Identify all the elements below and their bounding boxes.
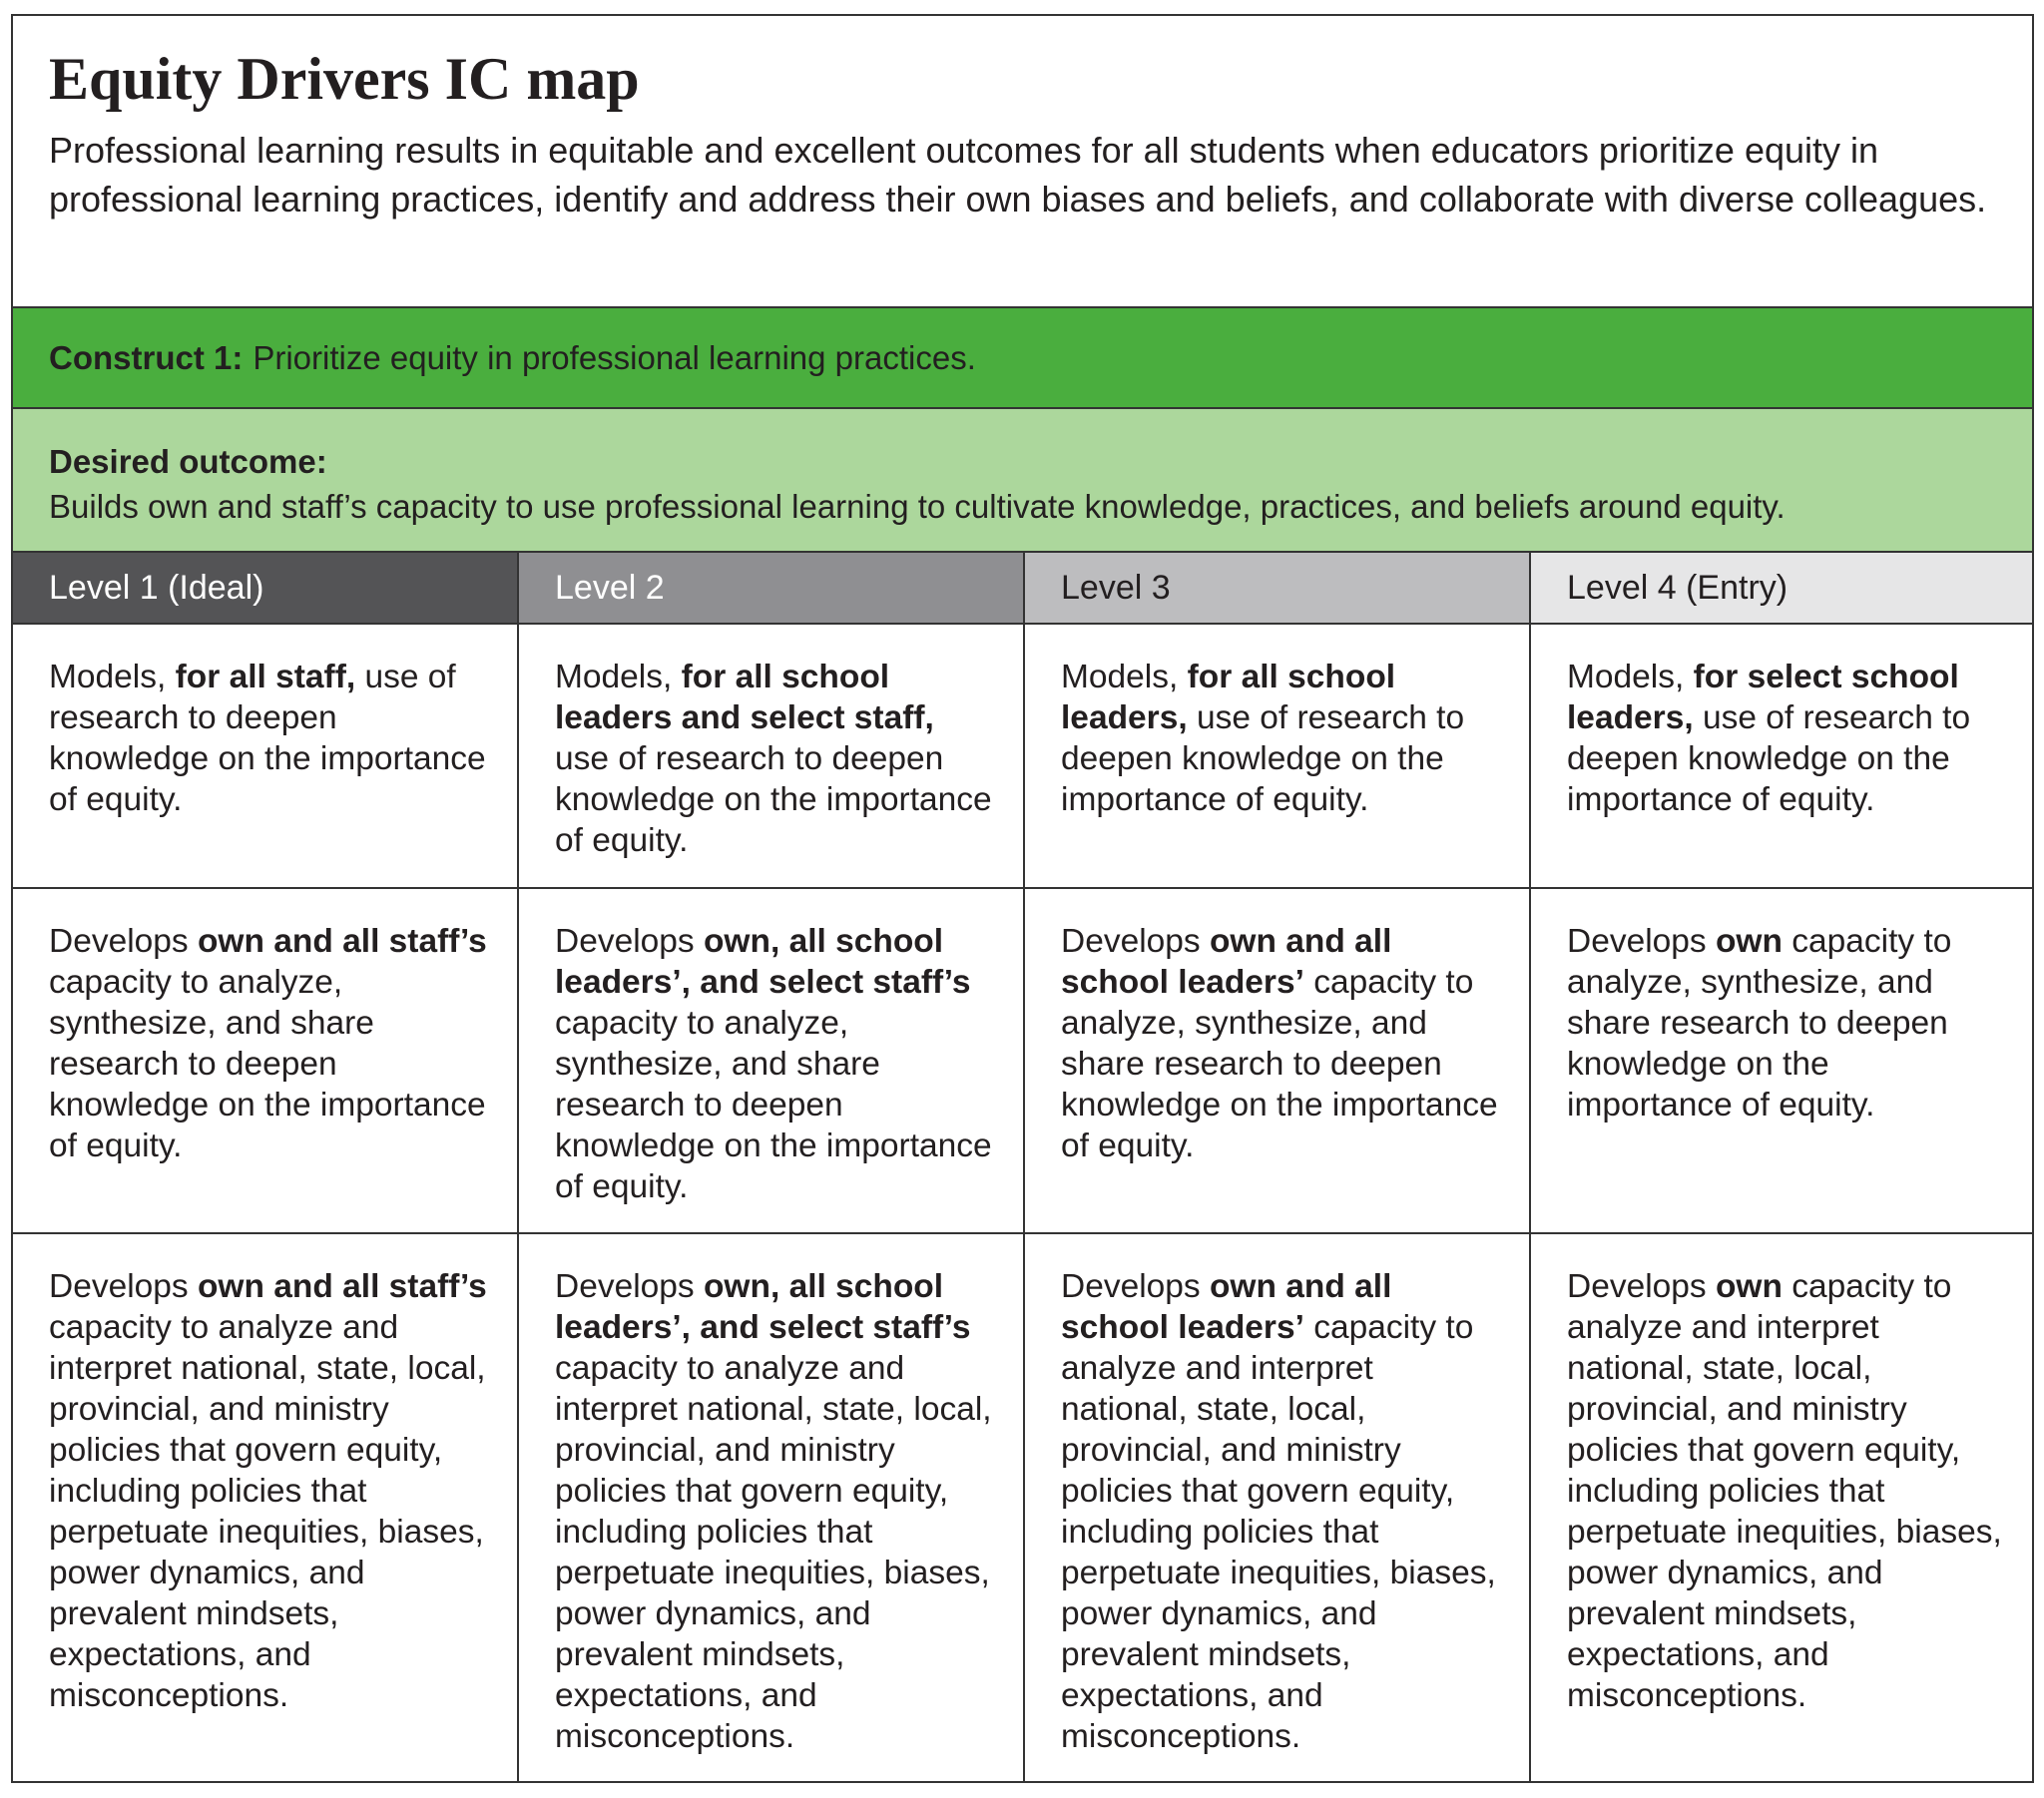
ic-map-frame — [11, 14, 2034, 1783]
desired-outcome-banner — [13, 409, 2032, 553]
table-cell — [519, 889, 1025, 1234]
cell-rest: capacity to analyze and interpret national, state, local, provincial, and ministry policies that govern equity, including policies that perpetuate inequities, biases, power dynamics, and prevalent mindsets, expectations, and misconceptions. — [1061, 1309, 1496, 1755]
table-cell — [1531, 1234, 2032, 1783]
cell-lead: Develops — [49, 1268, 198, 1305]
table-cell — [13, 1234, 519, 1783]
cell-lead: Models, — [555, 659, 682, 695]
cell-emphasis: own and all staff’s — [197, 923, 487, 960]
cell-lead: Models, — [1061, 659, 1188, 695]
cell-emphasis: for all staff, — [175, 659, 356, 695]
cell-lead: Develops — [1567, 923, 1716, 960]
level-header-1: Level 1 (Ideal) — [13, 553, 519, 625]
table-cell — [1025, 889, 1531, 1234]
cell-lead: Develops — [49, 923, 198, 960]
table-cell — [13, 889, 519, 1234]
cell-rest: capacity to analyze and interpret national, state, local, provincial, and ministry policies that govern equity, including policies that perpetuate inequities, biases, power dynamics, and prevalent mindsets, expectations, and misconceptions. — [49, 1309, 486, 1714]
table-cell — [519, 1234, 1025, 1783]
cell-lead: Develops — [555, 923, 704, 960]
intro-text: Professional learning results in equitable and excellent outcomes for all students when educators prioritize equity in professional learning practices, identify and address their own biases and beliefs, and collaborate with diverse colleagues. — [49, 130, 1987, 220]
table-cell — [1531, 889, 2032, 1234]
cell-lead: Models, — [1567, 659, 1694, 695]
cell-emphasis: own, all school leaders’, and select staff’s — [555, 923, 971, 1001]
cell-lead: Develops — [1061, 1268, 1210, 1305]
cell-rest: capacity to analyze, synthesize, and share research to deepen knowledge on the importance of equity. — [555, 1005, 992, 1205]
cell-emphasis: own — [1715, 923, 1783, 960]
cell-lead: Develops — [1567, 1268, 1716, 1305]
cell-emphasis: own, all school leaders’, and select staff’s — [555, 1268, 971, 1346]
level-header-2: Level 2 — [519, 553, 1025, 625]
table-cell — [1531, 625, 2032, 889]
cell-lead: Develops — [555, 1268, 704, 1305]
cell-lead: Develops — [1061, 923, 1210, 960]
construct-banner — [13, 308, 2032, 409]
construct-text: Prioritize equity in professional learning practices. — [253, 338, 976, 376]
cell-rest: use of research to deepen knowledge on the importance of equity. — [49, 659, 486, 818]
cell-emphasis: own and all staff’s — [197, 1268, 487, 1305]
page-title: Equity Drivers IC map — [49, 46, 640, 112]
table-cell — [1025, 625, 1531, 889]
cell-rest: use of research to deepen knowledge on the importance of equity. — [555, 740, 992, 859]
level-header-3: Level 3 — [1025, 553, 1531, 625]
cell-emphasis: own and all school leaders’ — [1061, 923, 1392, 1001]
header — [13, 16, 2032, 308]
cell-emphasis: for all school leaders, — [1061, 659, 1396, 736]
table-cell — [1025, 1234, 1531, 1783]
cell-rest: capacity to analyze, synthesize, and share research to deepen knowledge on the importance of equity. — [49, 964, 486, 1164]
cell-rest: capacity to analyze, synthesize, and share research to deepen knowledge on the importance of equity. — [1567, 923, 1952, 1124]
table-cell — [519, 625, 1025, 889]
cell-emphasis: own and all school leaders’ — [1061, 1268, 1392, 1346]
cell-rest: use of research to deepen knowledge on the importance of equity. — [1061, 699, 1465, 818]
cell-rest: capacity to analyze, synthesize, and share research to deepen knowledge on the importance of equity. — [1061, 964, 1498, 1164]
table-cell — [13, 625, 519, 889]
level-header-4: Level 4 (Entry) — [1531, 553, 2032, 625]
desired-outcome-text: Builds own and staff’s capacity to use professional learning to cultivate knowledge, practices, and beliefs around equity. — [49, 488, 1786, 525]
cell-emphasis: for select school leaders, — [1567, 659, 1959, 736]
cell-emphasis: for all school leaders and select staff, — [555, 659, 934, 736]
cell-lead: Models, — [49, 659, 176, 695]
cell-rest: capacity to analyze and interpret national, state, local, provincial, and ministry policies that govern equity, including policies that perpetuate inequities, biases, power dynamics, and prevalent mindsets, expectations, and misconceptions. — [555, 1350, 992, 1755]
construct-label: Construct 1: — [49, 338, 244, 376]
cell-rest: capacity to analyze and interpret national, state, local, provincial, and ministry policies that govern equity, including policies that perpetuate inequities, biases, power dynamics, and prevalent mindsets, expectations, and misconceptions. — [1567, 1268, 2002, 1714]
levels-table — [13, 553, 2032, 1783]
desired-outcome-label: Desired outcome: — [49, 443, 327, 480]
cell-emphasis: own — [1715, 1268, 1783, 1305]
cell-rest: use of research to deepen knowledge on the importance of equity. — [1567, 699, 1971, 818]
